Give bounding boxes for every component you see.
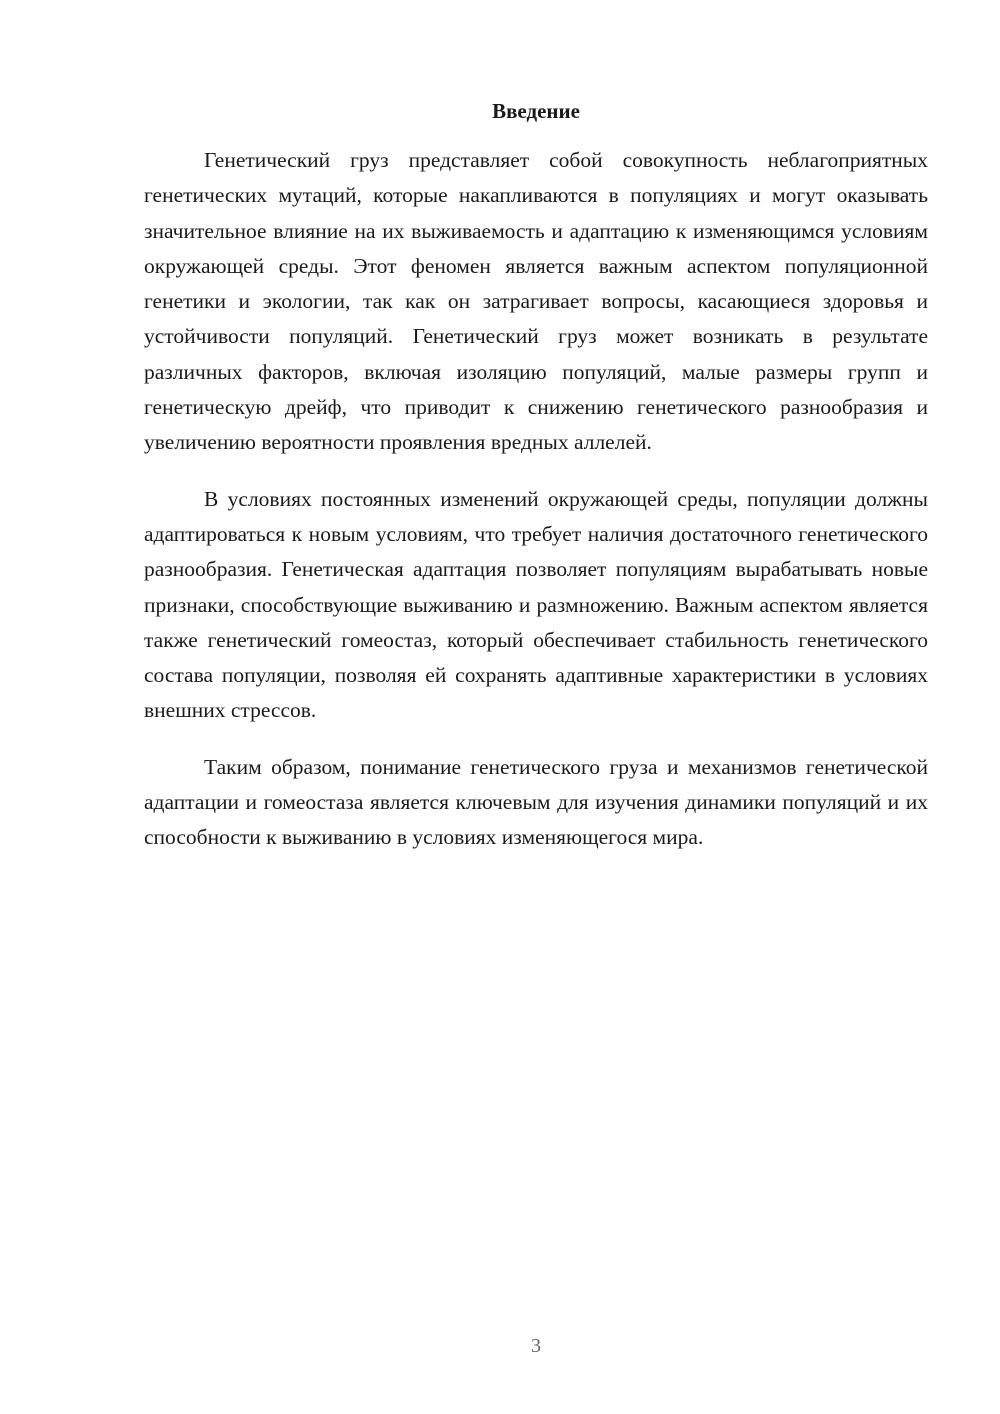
paragraph: В условиях постоянных изменений окружающей среды, популяции должны адаптироваться к новым условиям, что требует наличия достаточного генетического разнообразия. Генетическая адаптация позволяет популяциям вырабатывать новые признаки, способствующие выживанию и размножению. Важным аспектом является также генетический гомеостаз, который обеспечивает стабильность генетического состава популяции, позволяя ей сохранять адаптивные характеристики в условиях внешних стрессов. — [144, 486, 928, 723]
paragraph: Таким образом, понимание генетического груза и механизмов генетической адаптации и гомеостаза является ключевым для изучения динамики популяций и их способности к выживанию в условиях изменяющегося мира. — [144, 754, 928, 850]
paragraph: Генетический груз представляет собой совокупность неблагоприятных генетических мутаций, которые накапливаются в популяциях и могут оказывать значительное влияние на их выживаемость и адаптацию к изменяющимся условиям окружающей среды. Этот феномен является важным аспектом популяционной генетики и экологии, так как он затрагивает вопросы, касающиеся здоровья и устойчивости популяций. Генетический груз может возникать в результате различных факторов, включая изоляцию популяций, малые размеры групп и генетическую дрейф, что приводит к снижению генетического разнообразия и увеличению вероятности проявления вредных аллелей. — [144, 148, 928, 455]
body-text — [144, 143, 928, 856]
section-heading: Введение — [492, 99, 580, 123]
page-number: 3 — [531, 1335, 541, 1357]
